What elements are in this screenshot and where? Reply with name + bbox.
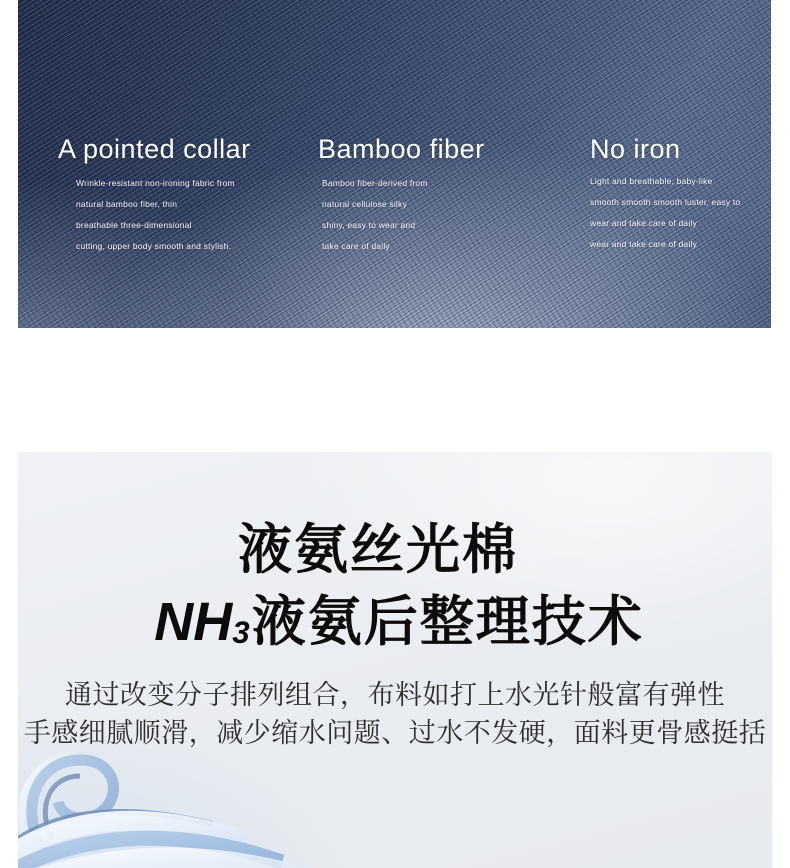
feature-line: smooth smooth smooth luster, easy to — [590, 197, 741, 207]
feature-line: breathable three-dimensional — [76, 220, 192, 230]
panel-title-line2 — [22, 592, 772, 660]
feature-title: No iron — [590, 134, 681, 164]
nh3-formula: NH — [154, 592, 233, 652]
feature-line: Light and breathable, baby-like — [590, 176, 713, 186]
feature-line: wear and take care of daily — [590, 218, 697, 228]
feature-description — [318, 179, 485, 251]
feature-description — [58, 179, 251, 251]
feature-line: cutting, upper body smooth and stylish. — [76, 241, 232, 251]
feature-line: shiny, easy to wear and — [322, 220, 416, 230]
feature-column-pointed-collar — [58, 134, 251, 263]
feature-line: Bamboo fiber-derived from — [322, 178, 428, 188]
feature-line: Wrinkle-resistant non-ironing fabric from — [76, 178, 235, 188]
panel-body-line2: 手感细腻顺滑，减少缩水问题、过水不发硬，面料更骨感挺括 — [23, 718, 767, 748]
feature-title: Bamboo fiber — [318, 134, 485, 164]
panel-body-text — [18, 676, 772, 752]
feature-line: natural cellulose silky — [322, 199, 407, 209]
feature-column-no-iron — [590, 134, 740, 261]
panel-title-line1: 液氨丝光棉 — [238, 520, 518, 580]
feature-line: natural bamboo fiber, thin — [76, 199, 178, 209]
fabric-hero-image — [18, 0, 771, 328]
panel-body-line1: 通过改变分子排列组合，布料如打上水光针般富有弹性 — [65, 680, 725, 710]
panel-title-line2-text: 液氨后整理技术 — [251, 592, 644, 652]
feature-column-bamboo-fiber — [318, 134, 485, 263]
feature-line: take care of daily — [322, 241, 390, 251]
feature-line: wear and take care of daily — [590, 239, 697, 249]
feature-description — [590, 177, 740, 249]
tech-info-panel — [18, 452, 772, 868]
feature-title: A pointed collar — [58, 134, 251, 164]
nh3-subscript: 3 — [232, 614, 252, 650]
